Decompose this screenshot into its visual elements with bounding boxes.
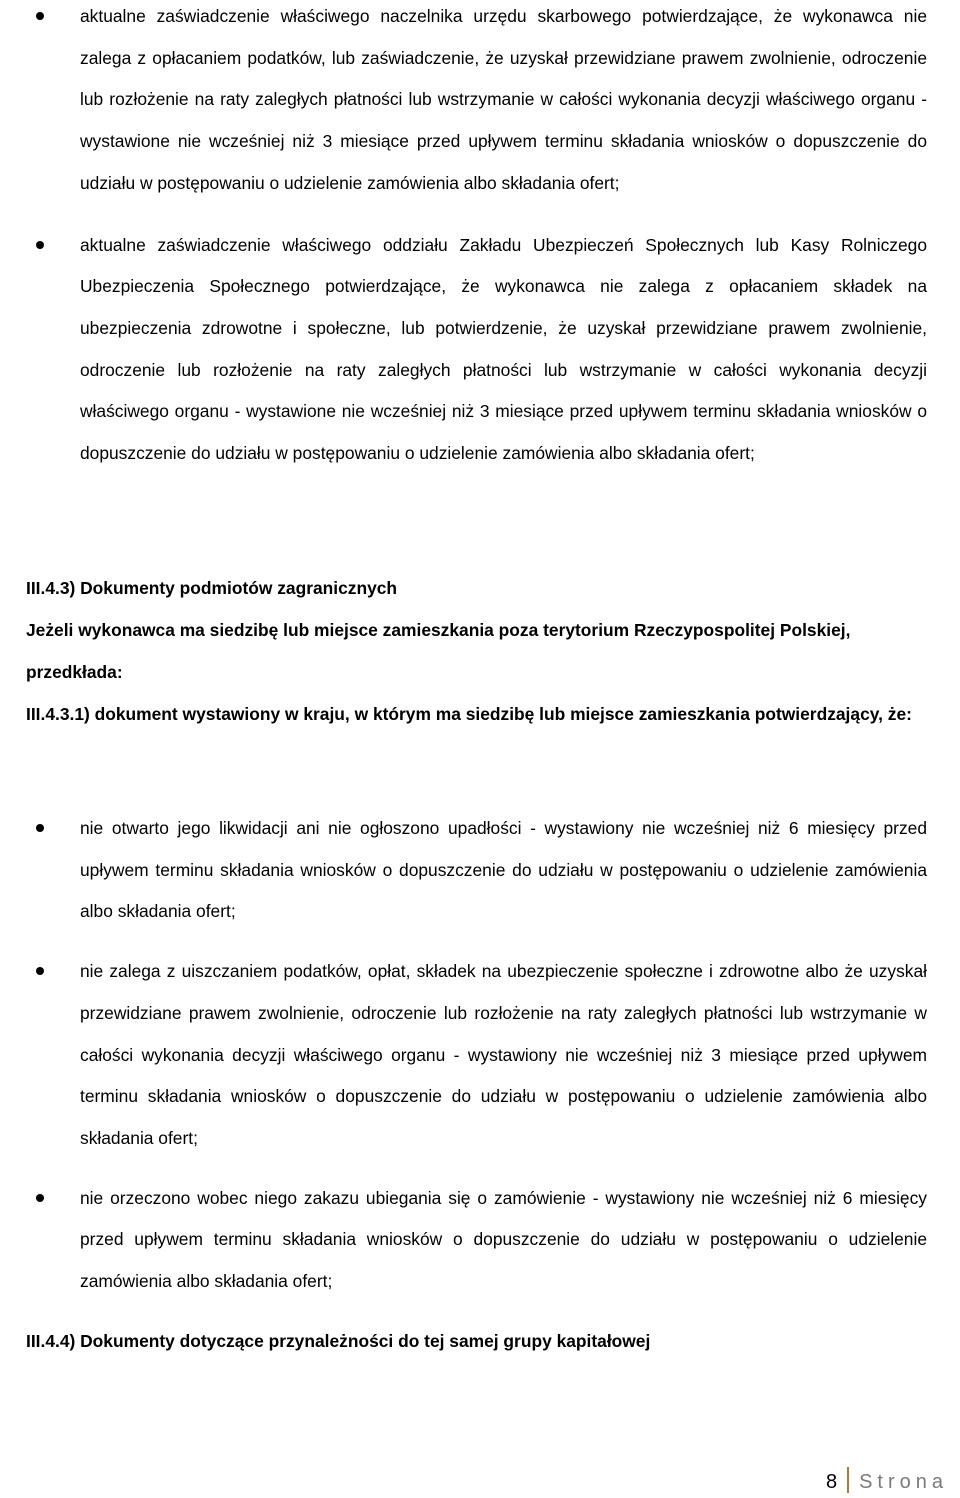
list-item-text: aktualne zaświadczenie właściwego naczelnika urzędu skarbowego potwierdzające, że wykonawca nie zalega z opłacaniem podatków, lub zaświadczenie, że uzyskał przewidziane prawem zwolnienie, odroczenie lub rozłożenie na raty zaległych płatności lub wstrzymanie w całości wykonania decyzji właściwego organu - wystawione nie wcześniej niż 3 miesiące przed upływem terminu składania wniosków o dopuszczenie do udziału w postępowaniu o udzielenie zamówienia albo składania ofert; [80, 6, 927, 193]
page-label: Strona [859, 1471, 948, 1493]
list-item [0, 0, 960, 205]
page-footer [826, 1466, 948, 1498]
section-heading: III.4.3) Dokumenty podmiotów zagranicznych [26, 578, 398, 598]
list-item-text: aktualne zaświadczenie właściwego oddziału Zakładu Ubezpieczeń Społecznych lub Kasy Rolniczego Ubezpieczenia Społecznego potwierdzające, że wykonawca nie zalega z opłacaniem składek na ubezpieczenia zdrowotne i społeczne, lub potwierdzenie, że uzyskał przewidziane prawem zwolnienie, odroczenie lub rozłożenie na raty zaległych płatności lub wstrzymanie w całości wykonania decyzji właściwego organu - wystawione nie wcześniej niż 3 miesiące przed upływem terminu składania wniosków o dopuszczenie do udziału w postępowaniu o udzielenie zamówienia albo składania ofert; [80, 234, 927, 464]
list-item-text: nie otwarto jego likwidacji ani nie ogłoszono upadłości - wystawiony nie wcześniej niż 6 miesięcy przed upływem terminu składania wniosków o dopuszczenie do udziału w postępowaniu o udzielenie zamówienia albo składania ofert; [80, 818, 927, 922]
bullet-icon [36, 1194, 44, 1202]
list-item [0, 1178, 960, 1303]
list-item [0, 225, 960, 475]
bullet-icon [36, 241, 44, 249]
footer-separator [847, 1467, 849, 1493]
section-heading: III.4.4) Dokumenty dotyczące przynależności do tej samej grupy kapitałowej [26, 1331, 651, 1351]
list-item [0, 951, 960, 1160]
bullet-icon [36, 12, 44, 20]
list-item-text: nie orzeczono wobec niego zakazu ubiegania się o zamówienie - wystawiony nie wcześniej niż 6 miesięcy przed upływem terminu składania wniosków o dopuszczenie do udziału w postępowaniu o udzielenie zamówienia albo składania ofert; [80, 1187, 927, 1292]
page-number: 8 [825, 1471, 838, 1493]
bullet-list-certificates [0, 0, 960, 475]
bullet-icon [36, 967, 44, 975]
section-intro: Jeżeli wykonawca ma siedzibę lub miejsce zamieszkania poza terytorium Rzeczypospolitej Polskiej, przedkłada: [26, 620, 851, 682]
bullet-list-foreign-documents [0, 808, 960, 1303]
bullet-icon [36, 824, 44, 832]
list-item [0, 808, 960, 933]
subsection-heading: III.4.3.1) dokument wystawiony w kraju, w którym ma siedzibę lub miejsce zamieszkania potwierdzający, że: [26, 704, 912, 724]
list-item-text: nie zalega z uiszczaniem podatków, opłat, składek na ubezpieczenie społeczne i zdrowotne albo że uzyskał przewidziane prawem zwolnienie, odroczenie lub rozłożenie na raty zaległych płatności lub wstrzymanie w całości wykonania decyzji właściwego organu - wystawiony nie wcześniej niż 3 miesiące przed upływem terminu składania wniosków o dopuszczenie do udziału w postępowaniu o udzielenie zamówienia albo składania ofert; [80, 961, 927, 1148]
